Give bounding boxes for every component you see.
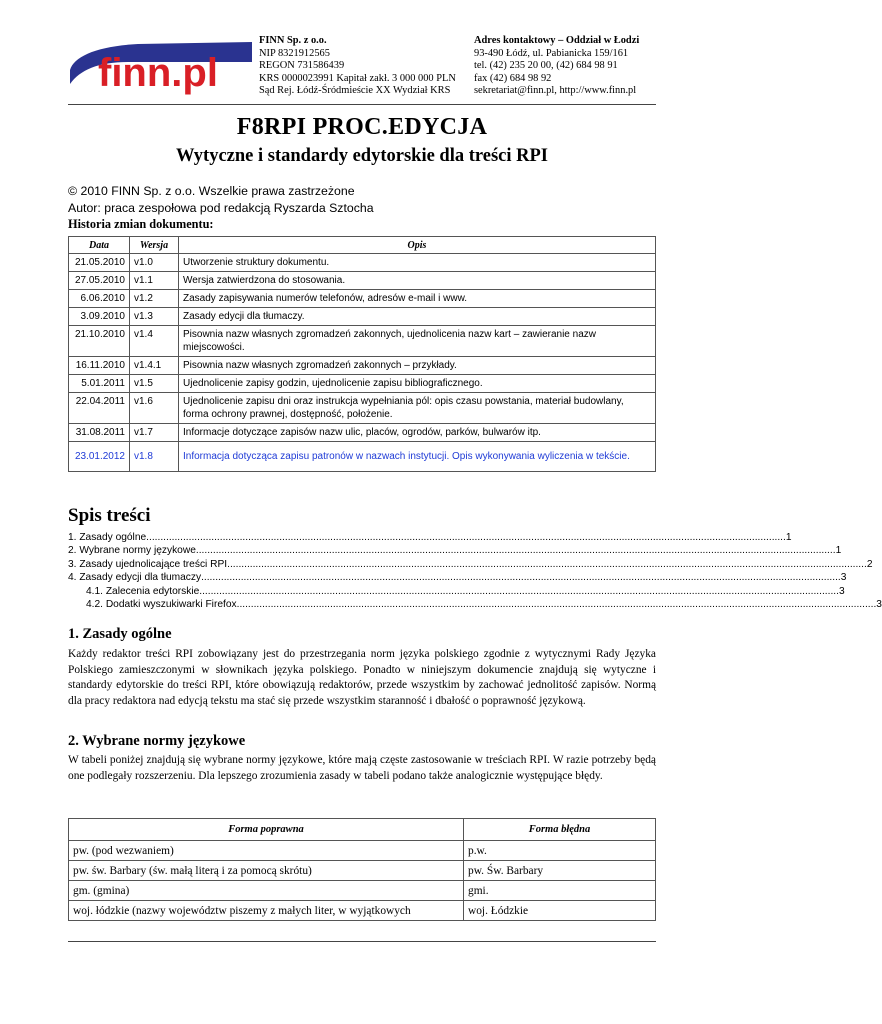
company-name: FINN Sp. z o.o. — [259, 35, 327, 46]
section2-heading: 2. Wybrane normy językowe — [68, 733, 246, 749]
contact-info — [474, 35, 639, 98]
history-row: 21.05.2010 v1.0 Utworzenie struktury dokumentu. — [69, 254, 656, 272]
finn-logo — [68, 40, 254, 94]
history-row: 27.05.2010 v1.1 Wersja zatwierdzona do stosowania. — [69, 272, 656, 290]
document-subtitle: Wytyczne i standardy edytorskie dla treści RPI — [175, 146, 549, 166]
history-row: 21.10.2010 v1.4 Pisownia nazw własnych zgromadzeń zakonnych, ujednolicenia nazw kart – zawieranie nazw miejscowości. — [69, 326, 656, 357]
history-col-date: Data — [69, 237, 130, 254]
table-of-contents — [68, 531, 882, 611]
norms-col-correct: Forma poprawna — [69, 819, 464, 841]
company-court: Sąd Rej. Łódź-Śródmieście XX Wydział KRS — [259, 85, 451, 97]
section2-text: W tabeli poniżej znajdują się wybrane normy językowe, które mają częste zastosowanie w treściach RPI. W razie potrzeby będą one podlegały rozszerzeniu. Dla lepszego zrozumienia zasady w tabeli podano także analogicznie występujące błędy. — [68, 754, 656, 782]
author: Autor: praca zespołowa pod redakcją Ryszarda Sztocha — [68, 200, 374, 215]
contact-email-www[interactable]: sekretariat@finn.pl, http://www.finn.pl — [474, 85, 637, 97]
header-divider — [68, 104, 656, 105]
norms-row: woj. łódzkie (nazwy województw piszemy z małych liter, w wyjątkowych woj. Łódzkie — [69, 901, 656, 921]
history-col-desc: Opis — [179, 237, 656, 254]
logo-text: finn.pl — [98, 51, 218, 95]
copyright: © 2010 FINN Sp. z o.o. Wszelkie prawa zastrzeżone — [68, 184, 355, 198]
toc-subentry[interactable]: 4.1. Zalecenia edytorskie .................................................................................................................................................................................................................................. 3 — [86, 585, 845, 597]
history-row-highlighted: 23.01.2012 v1.8 Informacja dotycząca zapisu patronów w nazwach instytucji. Opis wykonywania wyliczenia w tekście. — [69, 442, 656, 472]
history-row: 22.04.2011 v1.6 Ujednolicenie zapisu dni oraz instrukcja wypełniania pól: opis czasu powstania, materiał budowlany, forma ochrony prawnej, dostępność, położenie. — [69, 393, 656, 424]
toc-entry[interactable]: 2. Wybrane normy językowe .................................................................................................................................................................................................................................. 1 — [68, 545, 842, 557]
company-nip: NIP 8321912565 — [259, 47, 330, 59]
contact-heading: Adres kontaktowy – Oddział w Łodzi — [474, 35, 640, 46]
document-title: F8RPI PROC.EDYCJA — [236, 114, 488, 140]
toc-entry[interactable]: 1. Zasady ogólne .................................................................................................................................................................................................................................. 1 — [68, 532, 792, 543]
history-row: 16.11.2010 v1.4.1 Pisownia nazw własnych zgromadzeń zakonnych – przykłady. — [69, 357, 656, 375]
norms-header-row — [69, 819, 656, 841]
norms-row: gm. (gmina) gmi. — [69, 881, 656, 901]
history-col-version: Wersja — [130, 237, 179, 254]
section1-heading: 1. Zasady ogólne — [68, 626, 172, 642]
footer-divider — [68, 941, 656, 942]
company-info — [259, 35, 456, 98]
toc-subentry[interactable]: 4.2. Dodatki wyszukiwarki Firefox .................................................................................................................................................................................................................................. 3 — [86, 599, 882, 611]
history-row: 6.06.2010 v1.2 Zasady zapisywania numerów telefonów, adresów e-mail i www. — [69, 290, 656, 308]
contact-address: 93-490 Łódź, ul. Pabianicka 159/161 — [474, 47, 629, 59]
norms-table — [68, 818, 656, 921]
toc-entry[interactable]: 4. Zasady edycji dla tłumaczy .................................................................................................................................................................................................................................. 3 — [68, 572, 847, 584]
toc-entry[interactable]: 3. Zasady ujednolicające treści RPI .................................................................................................................................................................................................................................. 2 — [68, 558, 873, 570]
company-regon: REGON 731586439 — [259, 60, 345, 72]
contact-fax: fax (42) 684 98 92 — [474, 72, 552, 84]
norms-row: pw. św. Barbary (św. małą literą i za pomocą skrótu) pw. Św. Barbary — [69, 861, 656, 881]
norms-col-wrong: Forma błędna — [464, 819, 656, 841]
norms-row: pw. (pod wezwaniem) p.w. — [69, 841, 656, 861]
company-krs: KRS 0000023991 Kapitał zakł. 3 000 000 PLN — [259, 72, 456, 84]
document-meta — [68, 183, 374, 233]
toc-title: Spis treści — [68, 505, 151, 526]
history-table — [68, 236, 656, 472]
contact-phone: tel. (42) 235 20 00, (42) 684 98 91 — [474, 60, 618, 72]
section1-text: Każdy redaktor treści RPI zobowiązany jest do przestrzegania norm języka polskiego zgodnie z wytycznymi Rady Języka Polskiego zamieszczonymi w słownikach języka polskiego. Ponadto w niniejszym dokumencie znajdują się wytyczne i standardy edytorskie do treści RPI, które obowiązują redaktorów, przede wszystkim by zachować jednolitość zapisów. Normą dla pracy redaktora nad edycją tekstu ma stać się przede wszystkim staranność i dbałość o poprawność językową. — [68, 648, 656, 708]
history-label: Historia zmian dokumentu: — [68, 217, 214, 231]
history-row: 5.01.2011 v1.5 Ujednolicenie zapisy godzin, ujednolicenie zapisu bibliograficznego. — [69, 375, 656, 393]
history-row: 3.09.2010 v1.3 Zasady edycji dla tłumaczy. — [69, 308, 656, 326]
history-row: 31.08.2011 v1.7 Informacje dotyczące zapisów nazw ulic, placów, ogrodów, parków, bulwarów itp. — [69, 424, 656, 442]
history-header-row — [69, 237, 656, 254]
